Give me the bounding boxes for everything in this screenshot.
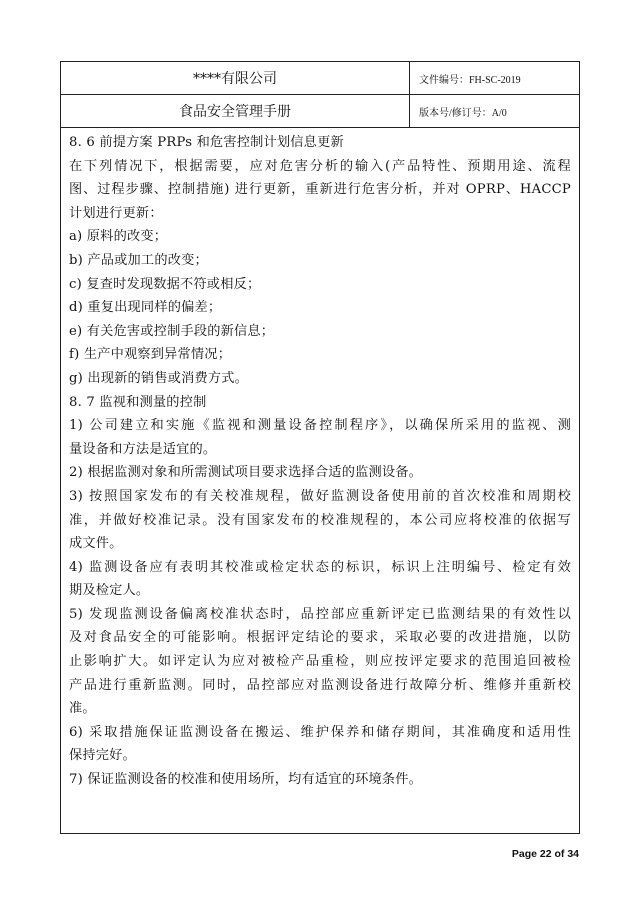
list-item-a: a) 原料的改变； [69,229,168,245]
list-item-4: 4) 监测设备应有表明其校准或检定状态的标识，标识上注明编号、检定有效 [69,559,571,575]
list-item-e: e) 有关危害或控制手段的新信息； [69,323,275,339]
paragraph-line: 在下列情况下，根据需要，应对危害分析的输入(产品特性、预期用途、流程 [69,158,571,174]
paragraph-line: 准。 [69,701,96,717]
paragraph-line: 保持完好。 [69,748,136,764]
version-number: 版本号/修订号：A/0 [419,107,507,119]
header-row-title [61,95,579,128]
list-item-f: f) 生产中观察到异常情况； [69,347,232,363]
list-item-3: 3) 按照国家发布的有关校准规程，做好监测设备使用前的首次校准和周期校 [69,488,571,504]
company-name: ****有限公司 [61,62,410,94]
header-row-company [61,62,579,95]
list-item-2: 2) 根据监测对象和所需测试项目要求选择合适的监测设备。 [69,465,423,481]
page-number: Page 22 of 34 [511,848,579,860]
paragraph-line: 产品进行重新监测。同时，品控部应对监测设备进行故障分析、维修并重新校 [69,677,571,693]
list-item-b: b) 产品或加工的改变； [69,252,208,268]
paragraph-line: 准，并做好校准记录。没有国家发布的校准规程的，本公司应将校准的依据写 [69,512,571,528]
manual-page-table [60,61,580,834]
section-heading-8-6: 8. 6 前提方案 PRPs 和危害控制计划信息更新 [69,135,344,150]
list-item-g: g) 出现新的销售或消费方式。 [69,370,249,386]
paragraph-line: 量设备和方法是适宜的。 [69,441,217,457]
manual-title: 食品安全管理手册 [61,95,410,127]
paragraph-line: 成文件。 [69,536,123,552]
section-heading-8-7: 8. 7 监视和测量的控制 [69,394,207,410]
manual-body-text [61,128,579,792]
paragraph-line: 期及检定人。 [69,583,150,599]
paragraph-line: 及对食品安全的可能影响。根据评定结论的要求，采取必要的改进措施，以防 [69,630,571,646]
list-item-c: c) 复查时发现数据不符或相反； [69,276,261,292]
list-item-5: 5) 发现监测设备偏离校准状态时，品控部应重新评定已监测结果的有效性以 [69,606,571,622]
list-item-d: d) 重复出现同样的偏差； [69,300,222,316]
list-item-1: 1) 公司建立和实施《监视和测量设备控制程序》，以确保所采用的监视、测 [69,418,571,434]
paragraph-line: 计划进行更新： [69,205,163,221]
document-number: 文件编号：FH-SC-2019 [419,74,521,86]
list-item-7: 7) 保证监测设备的校准和使用场所，均有适宜的环境条件。 [69,772,423,788]
paragraph-line: 止影响扩大。如评定认为应对被检产品重检，则应按评定要求的范围追回被检 [69,654,571,670]
list-item-6: 6) 采取措施保证监测设备在搬运、维护保养和储存期间，其准确度和适用性 [69,724,571,740]
paragraph-line: 图、过程步骤、控制措施) 进行更新，重新进行危害分析，并对 OPRP、HACCP [69,182,571,198]
